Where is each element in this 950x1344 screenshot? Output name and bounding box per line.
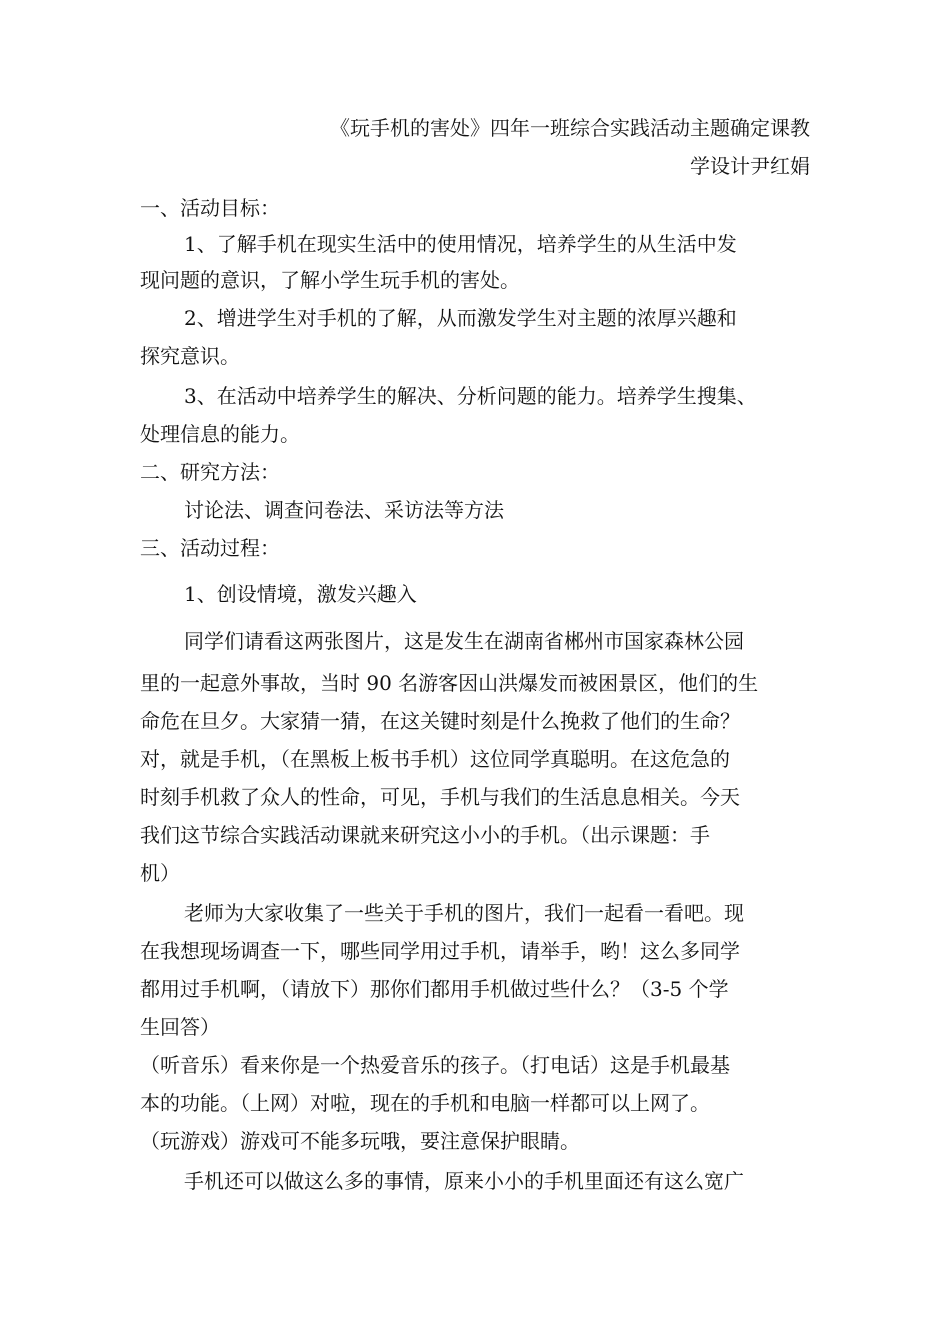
paragraph-line: （听音乐）看来你是一个热爱音乐的孩子。（打电话）这是手机最基 <box>140 1053 730 1077</box>
paragraph-line: 探究意识。 <box>140 344 240 368</box>
paragraph-line: 手机还可以做这么多的事情，原来小小的手机里面还有这么宽广 <box>184 1169 744 1193</box>
section-heading-methods: 二、研究方法： <box>140 460 280 484</box>
paragraph-line: 处理信息的能力。 <box>140 422 300 446</box>
section-heading-process: 三、活动过程： <box>140 536 280 560</box>
paragraph-line: 本的功能。（上网）对啦，现在的手机和电脑一样都可以上网了。 <box>140 1091 710 1115</box>
paragraph-line: 在我想现场调查一下，哪些同学用过手机，请举手，哟！这么多同学 <box>140 939 740 963</box>
paragraph-line: （玩游戏）游戏可不能多玩哦，要注意保护眼睛。 <box>140 1129 580 1153</box>
section-heading-goals: 一、活动目标： <box>140 196 280 220</box>
paragraph-line: 时刻手机救了众人的性命，可见，手机与我们的生活息息相关。今天 <box>140 785 740 809</box>
paragraph-line: 都用过手机啊，（请放下）那你们都用手机做过些什么？（3-5 个学 <box>140 977 729 1001</box>
paragraph-line: 同学们请看这两张图片，这是发生在湖南省郴州市国家森林公园 <box>184 629 744 653</box>
paragraph-line: 老师为大家收集了一些关于手机的图片，我们一起看一看吧。现 <box>184 901 744 925</box>
paragraph-line: 命危在旦夕。大家猜一猜，在这关键时刻是什么挽救了他们的生命？ <box>140 709 740 733</box>
document-title-line-2: 学设计尹红娟 <box>690 154 810 178</box>
paragraph-line: 对，就是手机，（在黑板上板书手机）这位同学真聪明。在这危急的 <box>140 747 730 771</box>
paragraph-line: 里的一起意外事故，当时 90 名游客因山洪爆发而被困景区，他们的生 <box>140 671 759 695</box>
document-title-line-1: 《玩手机的害处》四年一班综合实践活动主题确定课教 <box>330 116 810 140</box>
paragraph-line: 生回答） <box>140 1015 220 1039</box>
paragraph-line: 2、增进学生对手机的了解，从而激发学生对主题的浓厚兴趣和 <box>184 306 737 330</box>
paragraph-line: 我们这节综合实践活动课就来研究这小小的手机。（出示课题：手 <box>140 823 710 847</box>
paragraph-line: 机） <box>140 861 180 885</box>
paragraph-line: 1、了解手机在现实生活中的使用情况，培养学生的从生活中发 <box>184 232 737 256</box>
paragraph-line: 3、在活动中培养学生的解决、分析问题的能力。培养学生搜集、 <box>184 384 757 408</box>
paragraph-line: 讨论法、调查问卷法、采访法等方法 <box>184 498 504 522</box>
subheading-step-1: 1、创设情境，激发兴趣入 <box>184 582 417 606</box>
paragraph-line: 现问题的意识，了解小学生玩手机的害处。 <box>140 268 520 292</box>
